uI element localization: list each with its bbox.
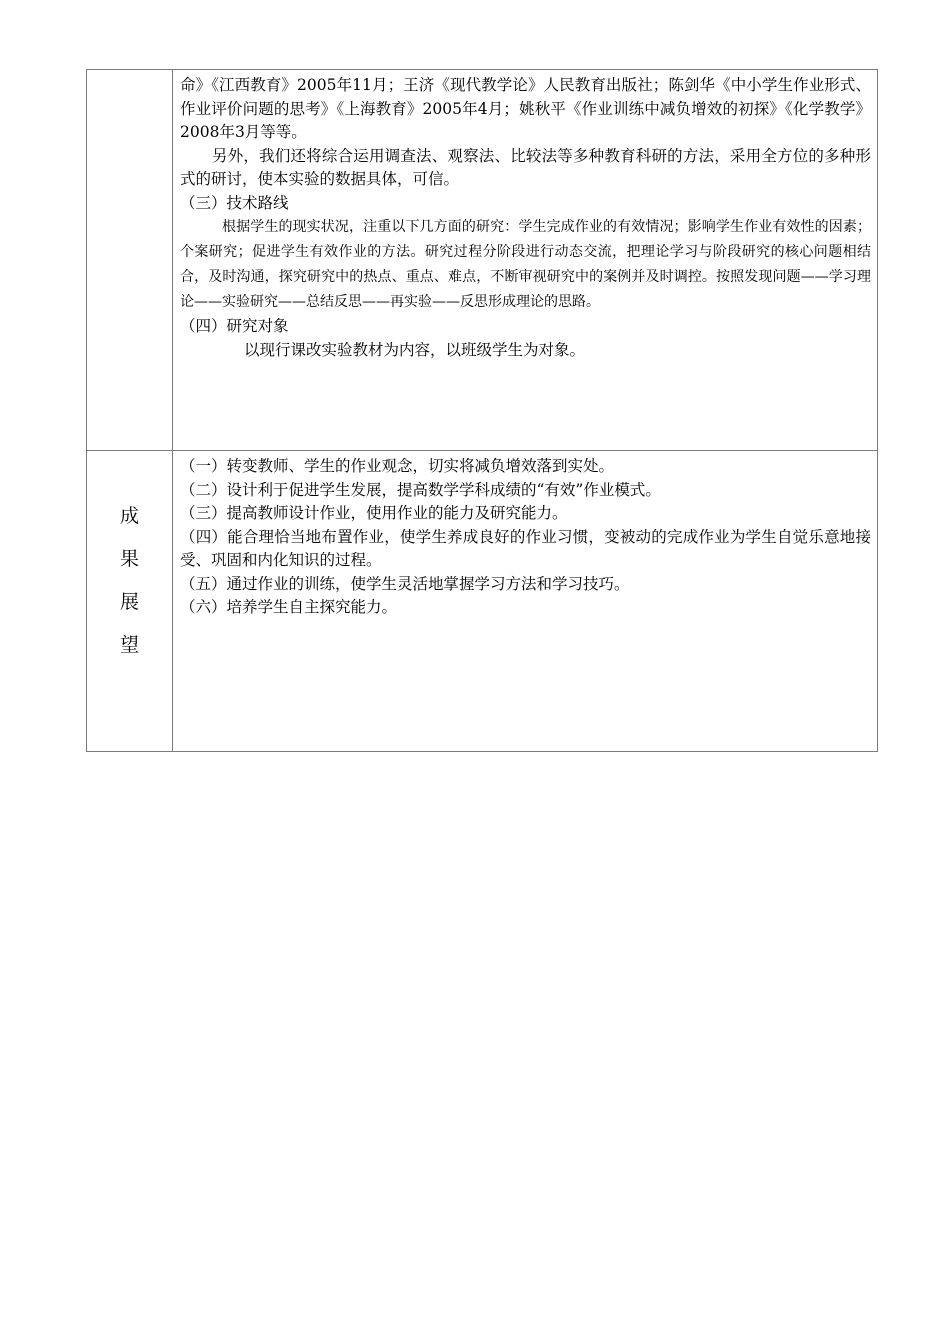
- section-heading-research-object: （四）研究对象: [180, 317, 289, 335]
- row-label-cell-empty: [87, 70, 173, 451]
- section-heading-technical-route: （三）技术路线: [180, 193, 289, 212]
- technical-route-paragraph: 根据学生的现实状况，注重以下几方面的研究：学生完成作业的有效情况；影响学生作业有效性的因素；个案研究；促进学生有效作业的方法。研究过程分阶段进行动态交流，把理论学习与阶段研究的核心问题相结合，及时沟通，探究研究中的热点、重点、难点，不断审视研究中的案例并及时调控。按照发现问题——学习理论——实验研究——总结反思——再实验——反思形成理论的思路。: [180, 219, 871, 310]
- research-object-paragraph: 以现行课改实验教材为内容，以班级学生为对象。: [244, 340, 586, 359]
- outcome-item: （三）提高教师设计作业，使用作业的能力及研究能力。: [180, 504, 568, 522]
- outcome-item: （五）通过作业的训练，使学生灵活地掌握学习方法和学习技巧。: [180, 574, 630, 593]
- outcome-item: （六）培养学生自主探究能力。: [180, 598, 398, 616]
- methods-paragraph: 另外，我们还将综合运用调查法、观察法、比较法等多种教育科研的方法，采用全方位的多种形式的研讨，使本实验的数据具体，可信。: [180, 146, 871, 188]
- label-char: 望: [119, 634, 139, 656]
- outcome-content-cell: [173, 451, 878, 752]
- outcome-label: [118, 495, 142, 667]
- label-char: 果: [119, 548, 139, 570]
- outcome-item: （一）转变教师、学生的作业观念，切实将减负增效落到实处。: [180, 457, 615, 475]
- label-char: 成: [119, 505, 139, 527]
- table-row: [87, 70, 878, 451]
- outcome-item: （二）设计利于促进学生发展，提高数学学科成绩的“有效”作业模式。: [180, 480, 661, 499]
- table-row: [87, 451, 878, 752]
- label-char: 展: [119, 591, 139, 613]
- outcome-label-cell: [87, 451, 173, 752]
- research-methods-cell: [173, 70, 878, 451]
- document-table: [86, 69, 878, 752]
- references-paragraph: 命》《江西教育》2005年11月；王济《现代教学论》人民教育出版社；陈剑华《中小学生作业形式、作业评价问题的思考》《上海教育》2005年4月；姚秋平《作业训练中减负增效的初探》《化学教学》2008年3月等等。: [180, 76, 871, 141]
- outcome-item: （四）能合理恰当地布置作业，使学生养成良好的作业习惯，变被动的完成作业为学生自觉乐意地接受、巩固和内化知识的过程。: [180, 527, 871, 569]
